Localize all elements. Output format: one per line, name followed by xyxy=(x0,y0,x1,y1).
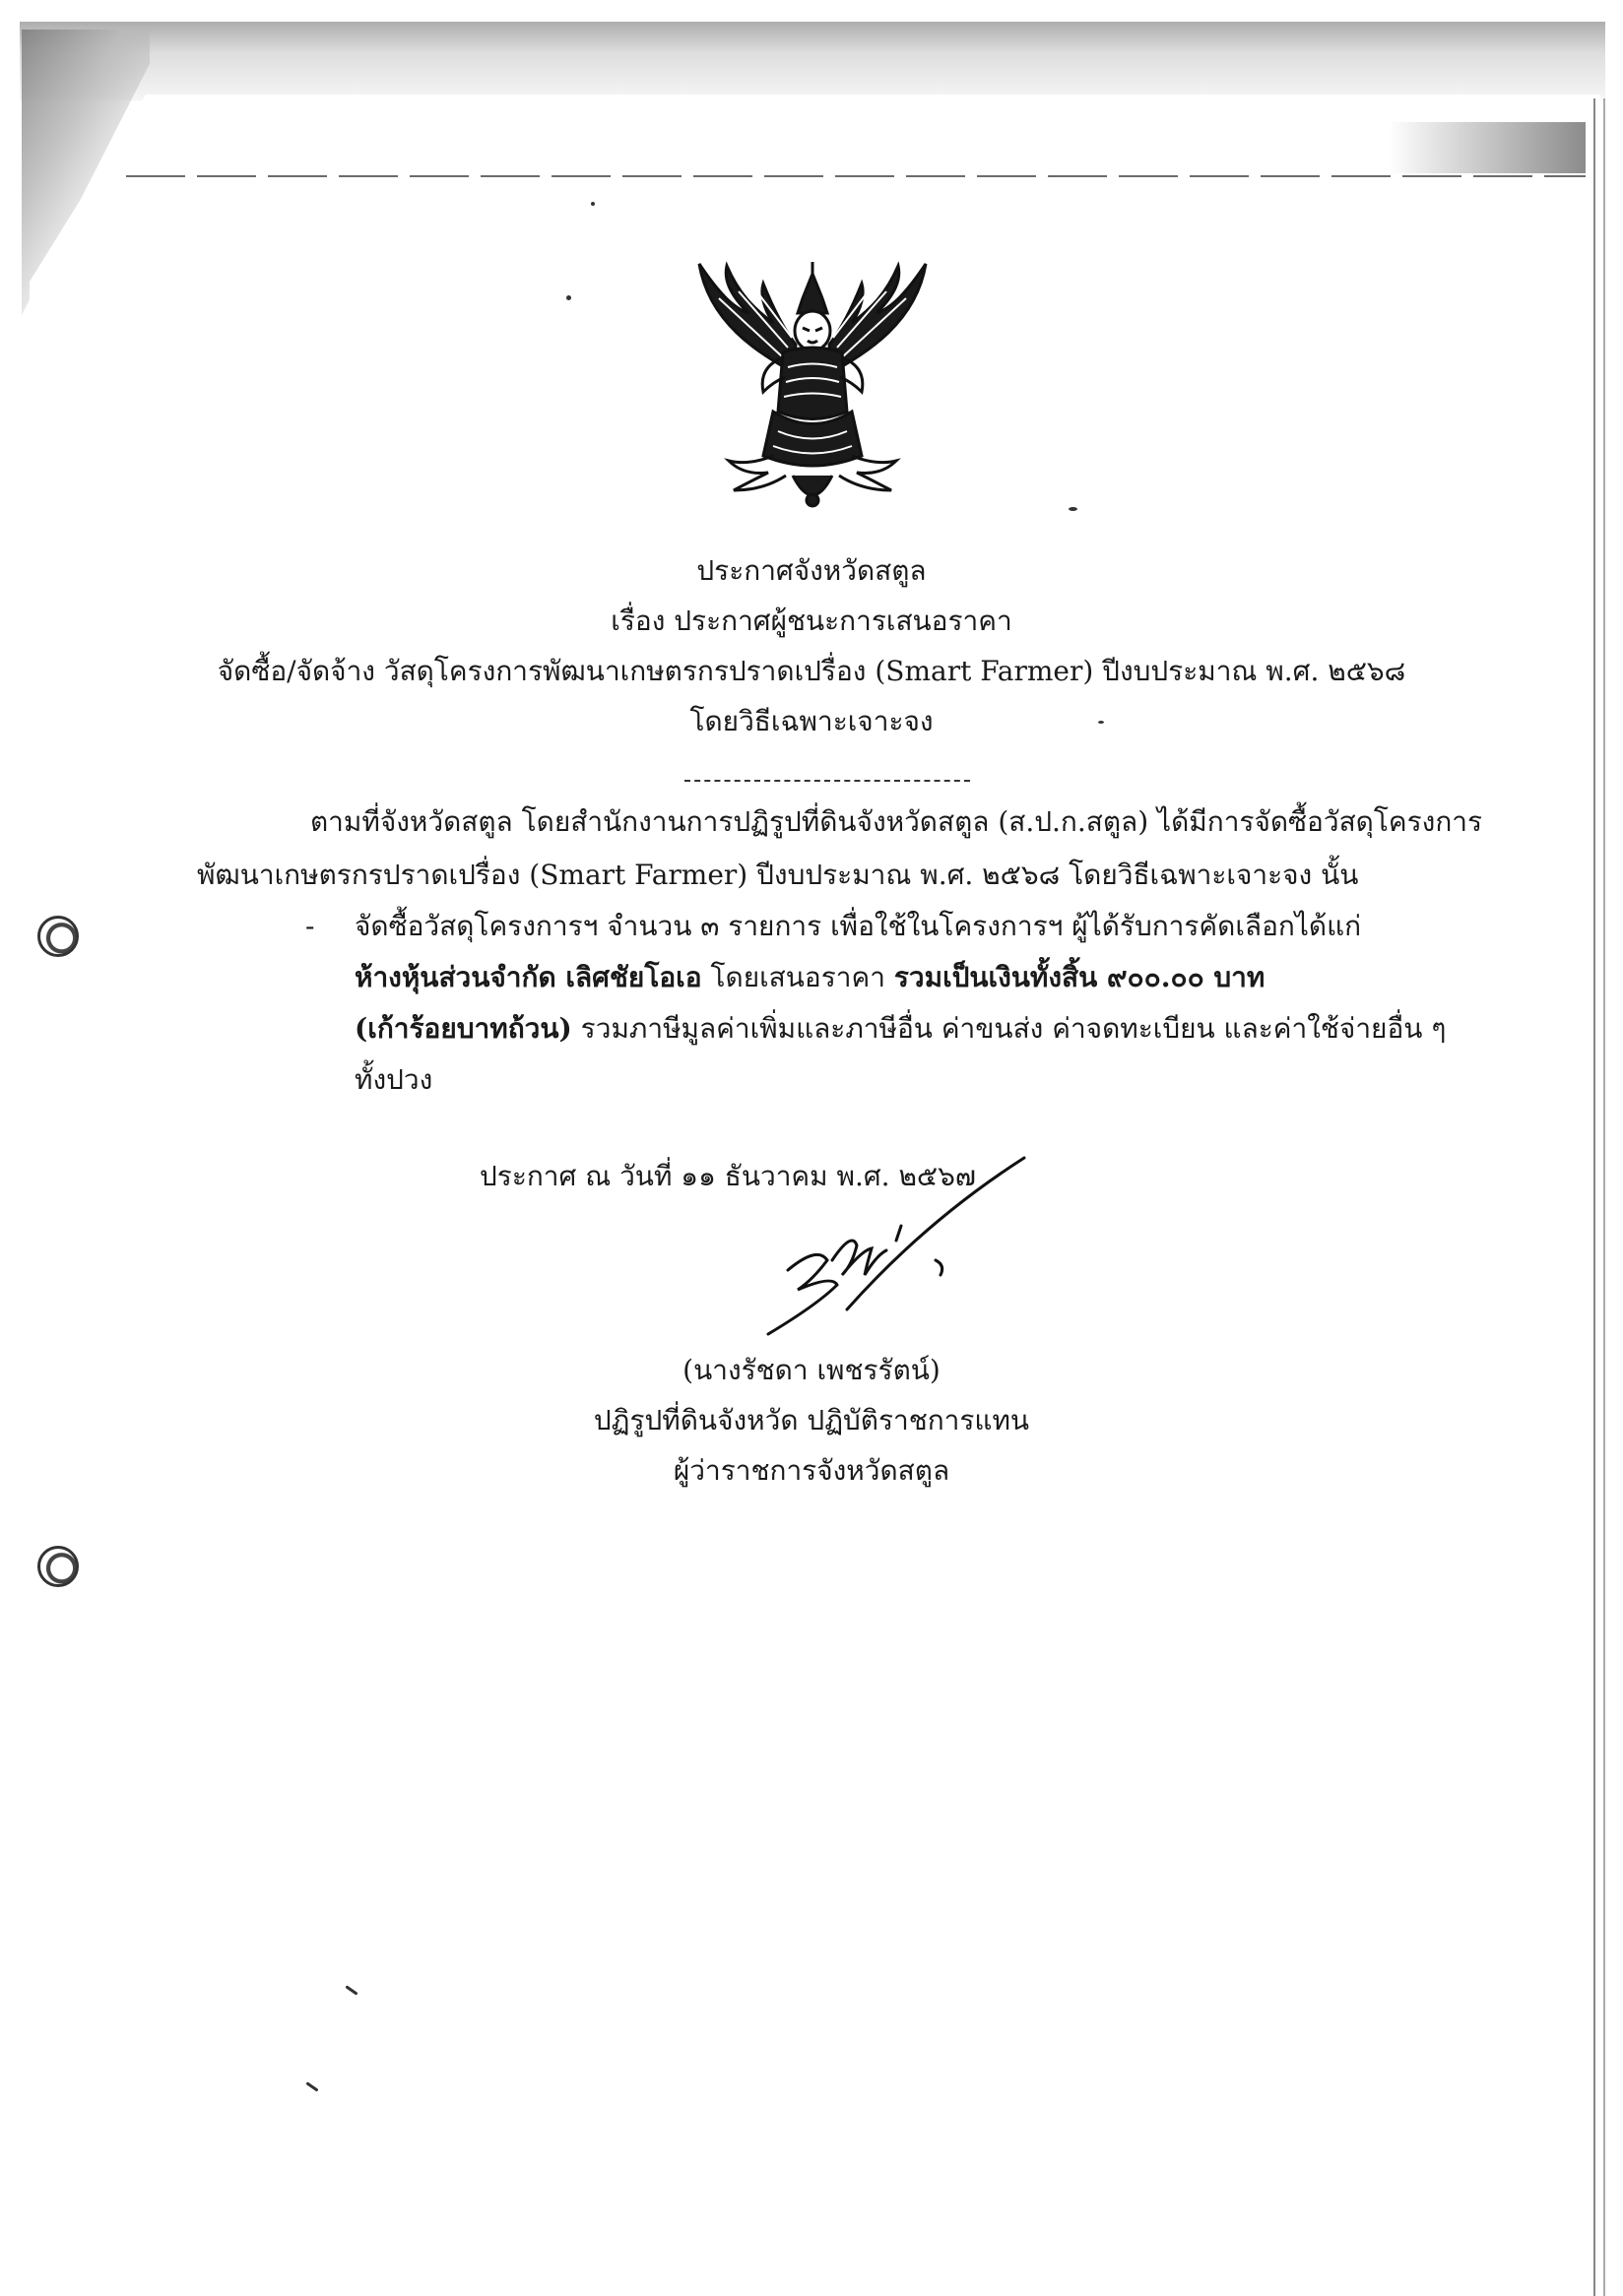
offer-text: โดยเสนอราคา xyxy=(701,961,894,993)
scan-speck xyxy=(566,295,571,300)
page-fold-line xyxy=(126,175,1586,177)
scan-shadow-top xyxy=(20,22,1605,100)
procurement-method: โดยวิธีเฉพาะเจาะจง xyxy=(689,705,934,737)
signatory-office: ผู้ว่าราชการจังหวัดสตูล xyxy=(673,1454,950,1487)
announcement-date: ประกาศ ณ วันที่ ๑๑ ธันวาคม พ.ศ. ๒๕๖๗ xyxy=(480,1160,976,1192)
bullet-line-3-rest: รวมภาษีมูลค่าเพิ่มและภาษีอื่น ค่าขนส่ง ค่าจดทะเบียน และค่าใช้จ่ายอื่น ๆ xyxy=(571,1012,1447,1045)
signature-icon xyxy=(758,1152,1034,1349)
scan-speck xyxy=(591,202,595,206)
page-stack-edge xyxy=(1593,98,1605,2296)
bullet-line-4: ทั้งปวง xyxy=(355,1063,433,1096)
amount-in-words: (เก้าร้อยบาทถ้วน) xyxy=(355,1012,572,1045)
scan-shadow-right xyxy=(1389,122,1586,173)
garuda-emblem-icon xyxy=(689,254,936,515)
bullet-marker: - xyxy=(305,910,315,942)
project-title: จัดซื้อ/จัดจ้าง วัสดุโครงการพัฒนาเกษตรกรปราดเปรื่อง (Smart Farmer) ปีงบประมาณ พ.ศ. ๒๕๖๘ xyxy=(217,655,1406,687)
announcement-subject: เรื่อง ประกาศผู้ชนะการเสนอราคา xyxy=(611,605,1012,637)
header-separator xyxy=(684,780,970,782)
bullet-line-3 xyxy=(355,1012,1446,1046)
body-paragraph-line-2: พัฒนาเกษตรกรปราดเปรื่อง (Smart Farmer) ปีงบประมาณ พ.ศ. ๒๕๖๘ โดยวิธีเฉพาะเจาะจง นั้น xyxy=(197,859,1359,891)
winner-name: ห้างหุ้นส่วนจำกัด เลิศชัยโอเอ xyxy=(355,961,702,993)
signatory-position: ปฏิรูปที่ดินจังหวัด ปฏิบัติราชการแทน xyxy=(593,1404,1030,1436)
total-amount: รวมเป็นเงินทั้งสิ้น ๙๐๐.๐๐ บาท xyxy=(893,961,1266,993)
scan-speck xyxy=(1069,507,1077,511)
body-paragraph-line-1: ตามที่จังหวัดสตูล โดยสำนักงานการปฏิรูปที่ดินจังหวัดสตูล (ส.ป.ก.สตูล) ได้มีการจัดซื้อวัสดุโครงการ xyxy=(310,805,1483,838)
punch-hole-icon xyxy=(37,1546,79,1587)
bullet-line-2 xyxy=(355,961,1265,994)
bullet-line-1: จัดซื้อวัสดุโครงการฯ จำนวน ๓ รายการ เพื่อใช้ในโครงการฯ ผู้ได้รับการคัดเลือกได้แก่ xyxy=(355,910,1362,942)
punch-hole-icon xyxy=(37,916,79,957)
announcement-title: ประกาศจังหวัดสตูล xyxy=(696,554,927,587)
signatory-name: (นางรัชดา เพชรรัตน์) xyxy=(682,1354,941,1386)
